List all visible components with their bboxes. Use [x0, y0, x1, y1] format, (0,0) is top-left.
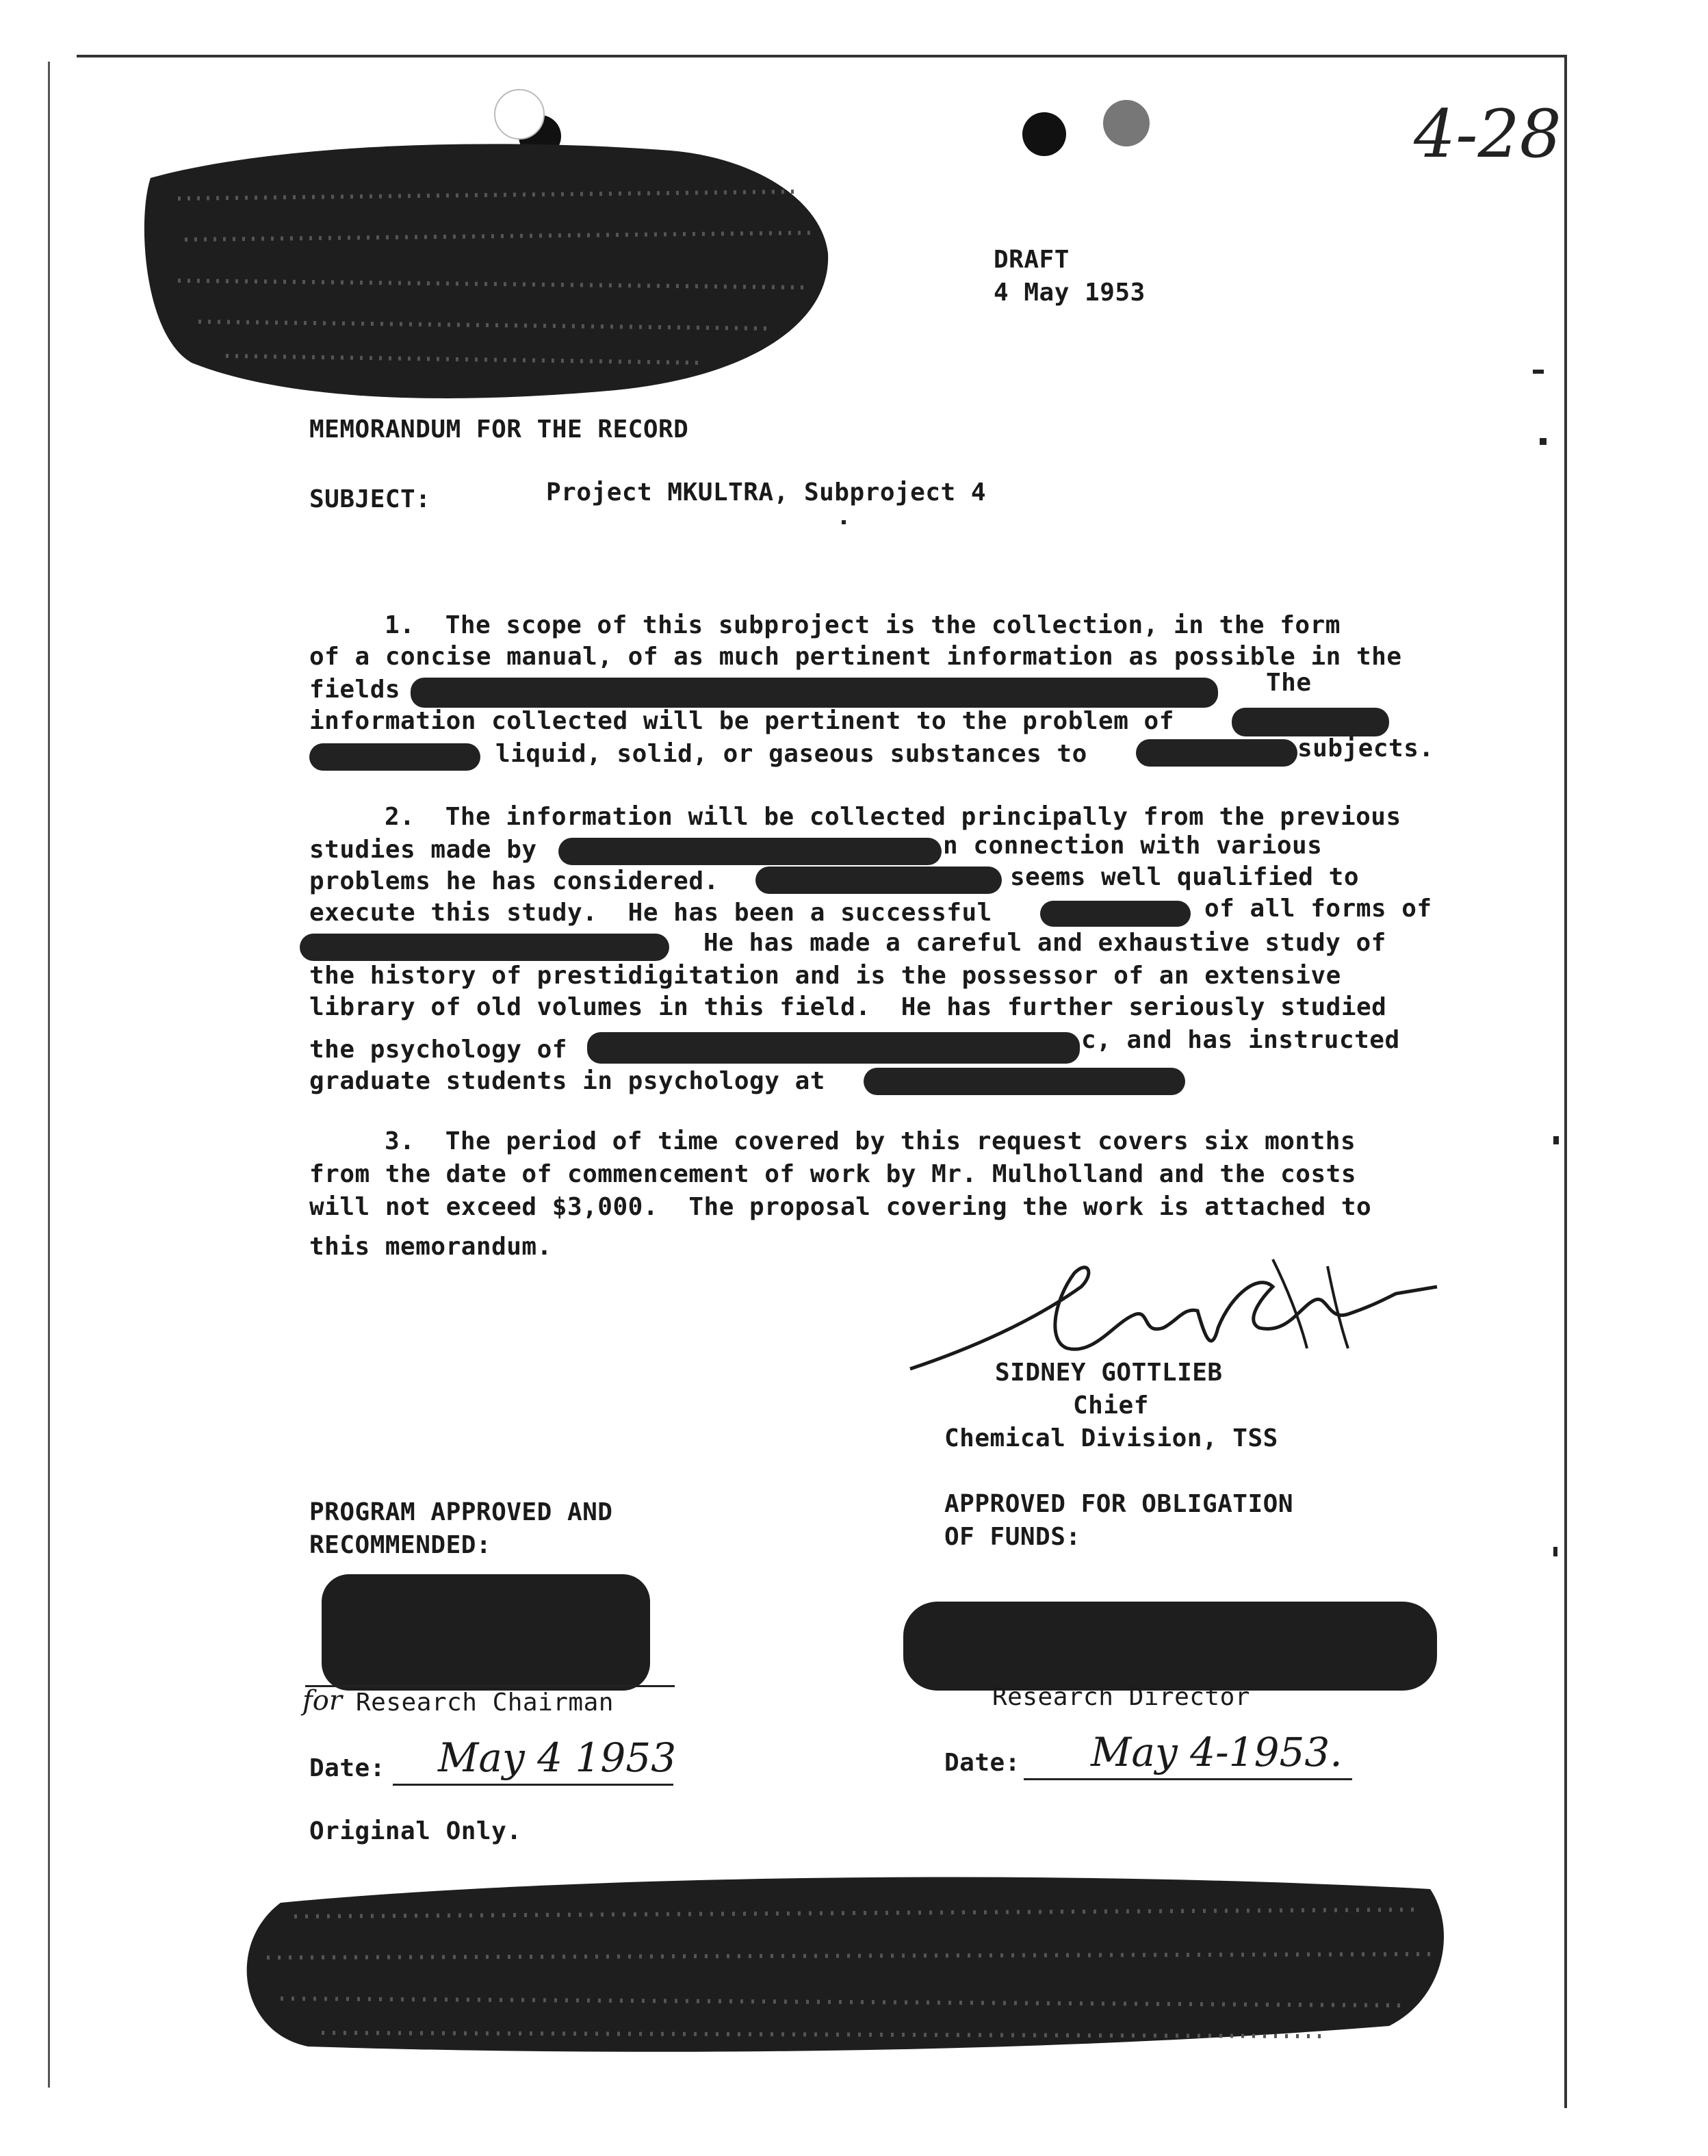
- scan-edge-top: [77, 55, 1566, 57]
- approval-right-heading-2: OF FUNDS:: [944, 1523, 1081, 1551]
- p2-line2-end: n connection with various: [943, 832, 1323, 860]
- redaction-bar: [1136, 739, 1297, 767]
- p3-line3: will not exceed $3,000. The proposal covering the work is attached to: [309, 1193, 1372, 1221]
- scan-edge-right: [1564, 55, 1567, 2108]
- redaction-block: [137, 116, 835, 411]
- approval-right-heading-1: APPROVED FOR OBLIGATION: [944, 1490, 1293, 1518]
- p3-line4: this memorandum.: [309, 1233, 552, 1261]
- footer-note: Original Only.: [309, 1817, 522, 1845]
- date-line-left: [393, 1784, 673, 1786]
- handwritten-page-number: 4-28: [1414, 96, 1562, 172]
- approval-left-heading-2: RECOMMENDED:: [309, 1531, 492, 1559]
- approval-left-date-value: May 4 1953: [438, 1734, 677, 1781]
- p2-line4-end: of all forms of: [1204, 895, 1432, 923]
- draft-date: 4 May 1953: [994, 279, 1146, 307]
- p2-line8: the psychology of: [309, 1036, 567, 1064]
- p2-line9: graduate students in psychology at: [309, 1067, 825, 1095]
- p2-line8-end: c, and has instructed: [1081, 1026, 1400, 1054]
- redaction-block: [226, 1862, 1458, 2060]
- p1-line1: 1. The scope of this subproject is the collection, in the form: [385, 611, 1341, 639]
- signatory-division: Chemical Division, TSS: [944, 1424, 1278, 1452]
- p2-line5: He has made a careful and exhaustive study of: [703, 929, 1386, 957]
- redaction-bar: [1040, 901, 1191, 927]
- scan-speck: [842, 520, 846, 524]
- memo-title: MEMORANDUM FOR THE RECORD: [309, 415, 689, 444]
- redaction-bar: [587, 1032, 1080, 1064]
- approval-right-date-value: May 4-1953.: [1091, 1729, 1343, 1775]
- p3-line1: 3. The period of time covered by this request covers six months: [385, 1127, 1356, 1155]
- scan-speck: [1553, 1547, 1557, 1556]
- p2-line6: the history of prestidigitation and is the possessor of an extensive: [309, 962, 1341, 990]
- redaction-block: [322, 1574, 650, 1691]
- scan-speck: [1553, 1136, 1559, 1144]
- draft-label: DRAFT: [994, 246, 1070, 274]
- redaction-block: [903, 1602, 1437, 1691]
- p1-line4: information collected will be pertinent to the problem of: [309, 707, 1174, 735]
- scan-speck: [1540, 438, 1547, 445]
- p1-line3: fields: [309, 676, 401, 704]
- p2-line3-end: seems well qualified to: [1010, 863, 1359, 891]
- p2-line3: problems he has considered.: [309, 867, 719, 895]
- redaction-bar: [755, 867, 1002, 894]
- signatory-title: Chief: [1073, 1391, 1149, 1420]
- p3-line2: from the date of commencement of work by Mr. Mulholland and the costs: [309, 1160, 1356, 1188]
- p2-line7: library of old volumes in this field. He has further seriously studied: [309, 993, 1387, 1021]
- signatory-name: SIDNEY GOTTLIEB: [995, 1359, 1223, 1387]
- approval-left-date-label: Date:: [309, 1754, 385, 1782]
- approval-right-role: Research Director: [992, 1683, 1250, 1711]
- redaction-bar: [864, 1068, 1185, 1095]
- approval-left-heading-1: PROGRAM APPROVED AND: [309, 1498, 613, 1526]
- p2-line1: 2. The information will be collected principally from the previous: [385, 803, 1401, 831]
- scan-edge-left: [48, 62, 50, 2088]
- p2-line4: execute this study. He has been a successful: [309, 899, 992, 927]
- redaction-bar: [558, 838, 942, 865]
- p1-line5-end: subjects.: [1297, 734, 1434, 762]
- approval-left-role: Research Chairman: [356, 1689, 614, 1717]
- redaction-bar: [309, 743, 480, 771]
- scan-speck: [1533, 370, 1544, 374]
- subject-value: Project MKULTRA, Subproject 4: [546, 478, 987, 506]
- handwritten-prefix: for: [302, 1685, 343, 1717]
- punch-hole-light: [1103, 100, 1150, 146]
- approval-right-date-label: Date:: [944, 1749, 1020, 1777]
- redaction-bar: [300, 934, 669, 961]
- p1-line5: liquid, solid, or gaseous substances to: [495, 740, 1087, 768]
- p2-line2: studies made by: [309, 836, 537, 864]
- date-line-right: [1024, 1778, 1352, 1780]
- punch-hole: [1022, 112, 1066, 156]
- subject-label: SUBJECT:: [309, 485, 431, 513]
- p1-line3-end: The: [1266, 669, 1312, 697]
- p1-line2: of a concise manual, of as much pertinent information as possible in the: [309, 643, 1402, 671]
- redaction-bar: [411, 678, 1218, 708]
